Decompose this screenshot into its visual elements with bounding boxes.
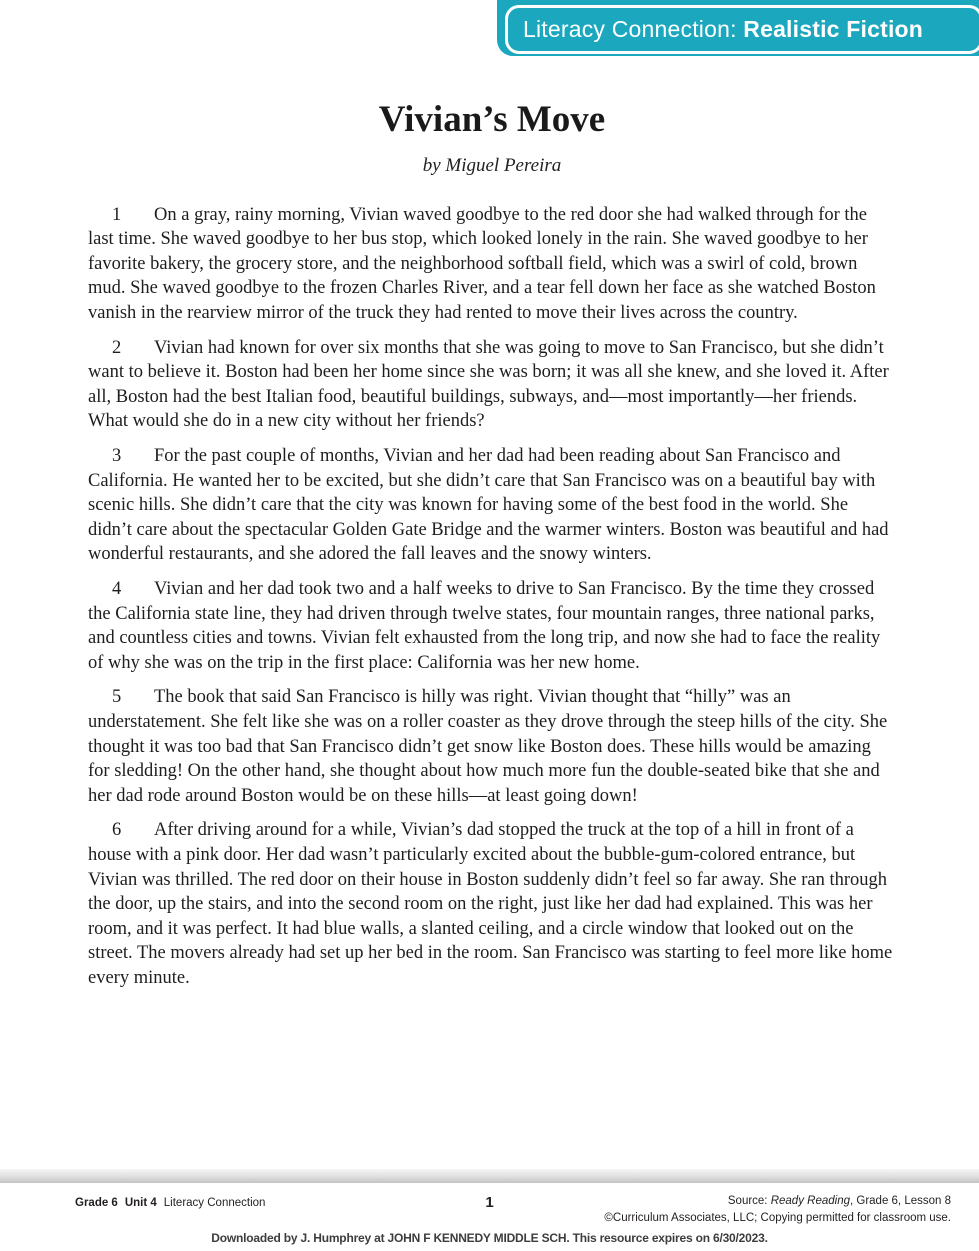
paragraph-text: Vivian and her dad took two and a half weeks to drive to San Francisco. By the time they crossed the California state line, they had driven through twelve states, four mountain ranges, three national parks, and countless cities and towns. Vivian felt exhausted from the long trip, and now she had to face the reality of why she was on the trip in the first place: California was her new home. bbox=[88, 579, 881, 673]
footer-unit: Unit 4 bbox=[124, 1197, 157, 1209]
paragraph-5 bbox=[88, 685, 896, 808]
passage-content bbox=[88, 0, 896, 1001]
banner-label-prefix: Literacy Connection: bbox=[523, 16, 744, 42]
paragraph-number: 6 bbox=[112, 820, 122, 841]
source-title: Ready Reading bbox=[770, 1195, 850, 1207]
copyright-line: ©Curriculum Associates, LLC; Copying permitted for classroom use. bbox=[604, 1211, 951, 1224]
passage-title: Vivian’s Move bbox=[378, 99, 606, 140]
paragraph-text: After driving around for a while, Vivian’s dad stopped the truck at the top of a hill in front of a house with a pink door. Her dad wasn’t particularly excited about the bubble-gum-colored entrance, but Vivian was thrilled. The red door on their house in Boston suddenly didn’t feel so far away. She ran through the door, up the stairs, and into the second room on the right, just like her dad had explained. This was her room, and it was perfect. It had blue walls, a slanted ceiling, and a circle window that looked out on the street. The movers already had set up her bed in the room. San Francisco was starting to feel more like home every minute. bbox=[88, 820, 893, 988]
paragraph-text: Vivian had known for over six months that she was going to move to San Francisco, but she didn’t want to believe it. Boston had been her home since she was born; it was all she knew, and she loved it. After all, Boston had the best Italian food, beautiful buildings, subways, and—most importantly—her friends. What would she do in a new city without her friends? bbox=[88, 337, 889, 432]
footer-grade: Grade 6 bbox=[75, 1197, 118, 1209]
paragraph-number: 3 bbox=[112, 446, 122, 467]
paragraph-text: The book that said San Francisco is hilly was right. Vivian thought that “hilly” was an understatement. She felt like she was on a roller coaster as they drove through the steep hills of the city. She thought it was too bad that San Francisco didn’t get snow like Boston does. These hills would be amazing for sledding! On the other hand, she thought about how much more fun the double-seated bike that she and her dad rode around Boston would be on these hills—at least going down! bbox=[88, 687, 888, 806]
footer-source-block bbox=[604, 1193, 951, 1226]
paragraph-4 bbox=[88, 577, 896, 675]
paragraph-text: On a gray, rainy morning, Vivian waved goodbye to the red door she had walked through for the last time. She waved goodbye to her bus stop, which looked lonely in the rain. She waved goodbye to her favorite bakery, the grocery store, and the neighborhood softball field, which was a swirl of cold, brown mud. She waved goodbye to the frozen Charles River, and a tear fell down her face as she watched Boston vanish in the rearview mirror of the truck they had rented to move their lives across the country. bbox=[88, 204, 876, 324]
banner-label-genre: Realistic Fiction bbox=[743, 16, 924, 42]
paragraph-2 bbox=[88, 336, 896, 434]
download-notice: Downloaded by J. Humphrey at JOHN F KENNEDY MIDDLE SCH. This resource expires on 6/30/2023. bbox=[211, 1231, 768, 1245]
footer-divider bbox=[0, 1169, 979, 1183]
passage-byline: by Miguel Pereira bbox=[422, 154, 562, 176]
paragraph-1 bbox=[88, 203, 896, 326]
paragraph-6 bbox=[88, 818, 896, 990]
page-number: 1 bbox=[485, 1194, 494, 1211]
paragraph-number: 2 bbox=[112, 337, 122, 358]
paragraph-number: 5 bbox=[112, 687, 122, 708]
paragraph-number: 4 bbox=[112, 579, 122, 599]
paragraph-3 bbox=[88, 444, 896, 567]
footer-section: Literacy Connection bbox=[163, 1197, 266, 1209]
paragraph-number: 1 bbox=[112, 204, 122, 225]
paragraph-text: For the past couple of months, Vivian and her dad had been reading about San Francisco and California. He wanted her to be excited, but she didn’t care that San Francisco was on a beautiful bay with scenic hills. She didn’t care that the city was known for having some of the best food in the world. She didn’t care about the spectacular Golden Gate Bridge and the warmer winters. Boston was beautiful and had wonderful restaurants, and she adored the fall leaves and the snowy winters. bbox=[88, 446, 889, 565]
source-line: Source: Ready Reading, Grade 6, Lesson 8 bbox=[727, 1195, 951, 1207]
